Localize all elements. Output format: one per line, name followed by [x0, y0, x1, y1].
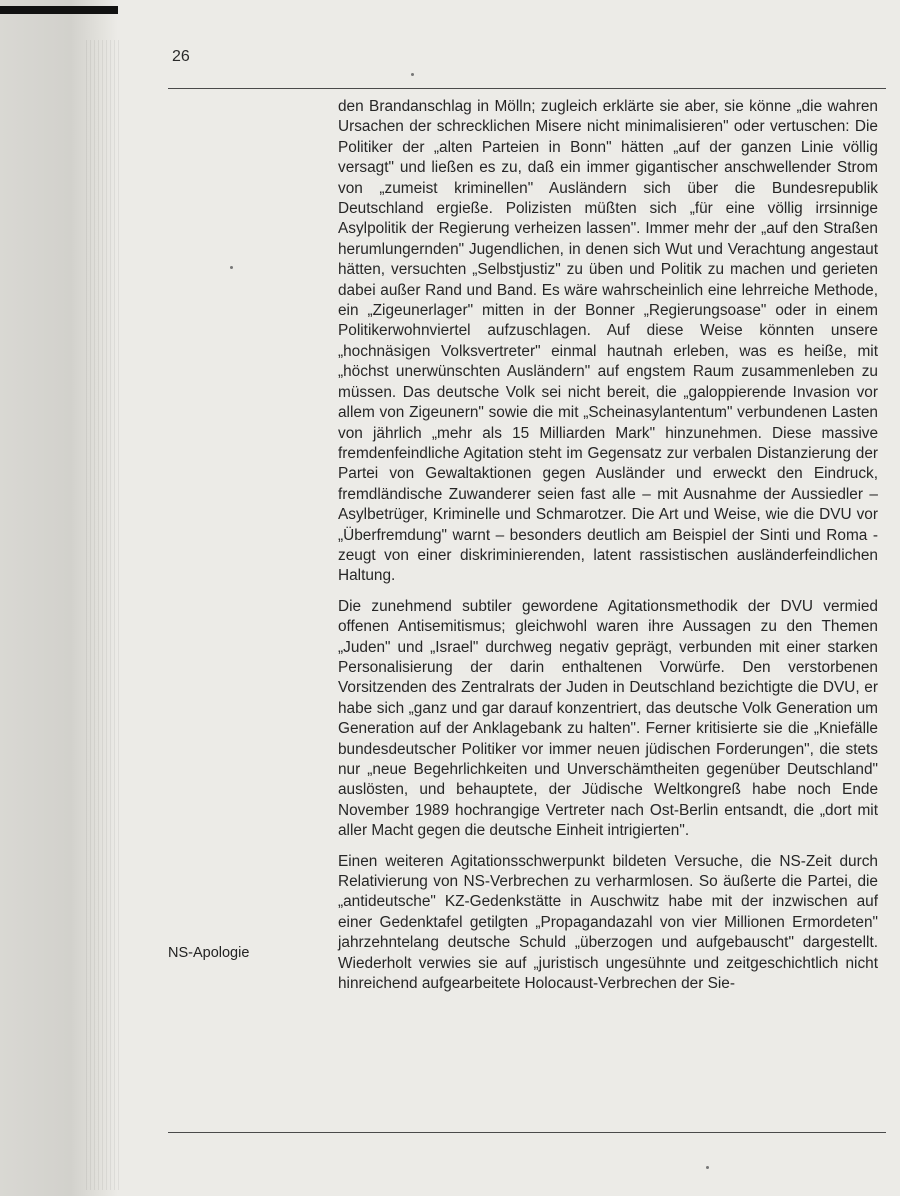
- paragraph-2: Die zunehmend subtiler gewordene Agitationsmethodik der DVU vermied offenen Antisemitismus; gleichwohl waren ihre Aussagen zu den Themen „Juden" und „Israel" durchweg negativ geprägt, verbunden mit einer starken Personalisierung der darin enthaltenen Vorwürfe. Den verstorbenen Vorsitzenden des Zentralrats der Juden in Deutschland bezichtigte die DVU, er habe sich „ganz und gar darauf konzentriert, das deutsche Volk Generation um Generation auf der Anklagebank zu halten". Ferner kritisierte sie die „Kniefälle bundesdeutscher Politiker vor immer neuen jüdischen Forderungen", die stets nur „neue Begehrlichkeiten und Unverschämtheiten gegenüber Deutschland" auslösten, und behauptete, der Jüdische Weltkongreß habe noch Ende November 1989 hochrangige Vertreter nach Ost-Berlin entsandt, die „dort mit aller Macht gegen die deutsche Einheit intrigierten".: [338, 597, 878, 840]
- body-text: [338, 97, 878, 994]
- scan-speck: [411, 73, 414, 76]
- paragraph-3: Einen weiteren Agitationsschwerpunkt bildeten Versuche, die NS-Zeit durch Relativierung von NS-Verbrechen zu verharmlosen. So äußerte die Partei, die „antideutsche" KZ-Gedenkstätte in Auschwitz habe mit der inzwischen auf einer Gedenktafel getilgten „Propagandazahl von vier Millionen Ermordeten" jahrzehntelang deutsche Schuld „überzogen und aufgebauscht" dargestellt. Wiederholt verwies sie auf „juristisch ungesühnte und zeitgeschichtlich nicht hinreichend aufgearbeitete Holocaust-Verbrechen der Sie-: [338, 852, 878, 993]
- header-rule: [168, 88, 886, 89]
- paragraph-1: den Brandanschlag in Mölln; zugleich erklärte sie aber, sie könne „die wahren Ursachen der schrecklichen Misere nicht minimalisieren" oder vertuschen: Die Politiker der „alten Parteien in Bonn" hätten „auf der ganzen Linie völlig versagt" und ließen es zu, daß ein immer gigantischer anschwellender Strom von „zumeist kriminellen" Ausländern sich über die Bundesrepublik Deutschland ergieße. Polizisten müßten sich „für eine völlig irrsinnige Asylpolitik der Regierung verheizen lassen". Immer mehr der „auf den Straßen herumlungernden" Jugendlichen, in denen sich Wut und Verachtung angestaut hätten, versuchten „Selbstjustiz" zu üben und Politik zu machen und gerieten dabei außer Rand und Band. Es wäre wahrscheinlich eine lehrreiche Methode, ein „Zigeunerlager" mitten in der Bonner „Regierungsoase" oder in einem Politikerwohnviertel aufzuschlagen. Auf diese Weise könnten unsere „hochnäsigen Volksvertreter" einmal hautnah erleben, was es heiße, mit „höchst unerwünschten Ausländern" auf engstem Raum zusammenleben zu müssen. Das deutsche Volk sei nicht bereit, die „galoppierende Invasion vor allem von Zigeunern" sowie die mit „Scheinasylantentum" verbundenen Lasten von jährlich „mehr als 15 Milliarden Mark" hinzunehmen. Diese massive fremdenfeindliche Agitation steht im Gegensatz zur verbalen Distanzierung der Partei von Gewaltaktionen gegen Ausländer und erweckt den Eindruck, fremdländische Zuwanderer seien fast alle – mit Ausnahme der Aussiedler – Asylbetrüger, Kriminelle und Schmarotzer. Die Art und Weise, wie die DVU vor „Überfremdung" warnt – besonders deutlich am Beispiel der Sinti und Roma - zeugt von einer diskriminierenden, latent rassistischen ausländerfeindlichen Haltung.: [338, 98, 878, 585]
- footer-rule: [168, 1132, 886, 1133]
- page-number: 26: [172, 48, 190, 65]
- page-edge-stack: [86, 40, 120, 1190]
- scan-corner-mark: [0, 6, 118, 14]
- scan-speck: [230, 266, 233, 269]
- margin-note: NS-Apologie: [168, 945, 250, 961]
- scan-speck: [706, 1166, 709, 1169]
